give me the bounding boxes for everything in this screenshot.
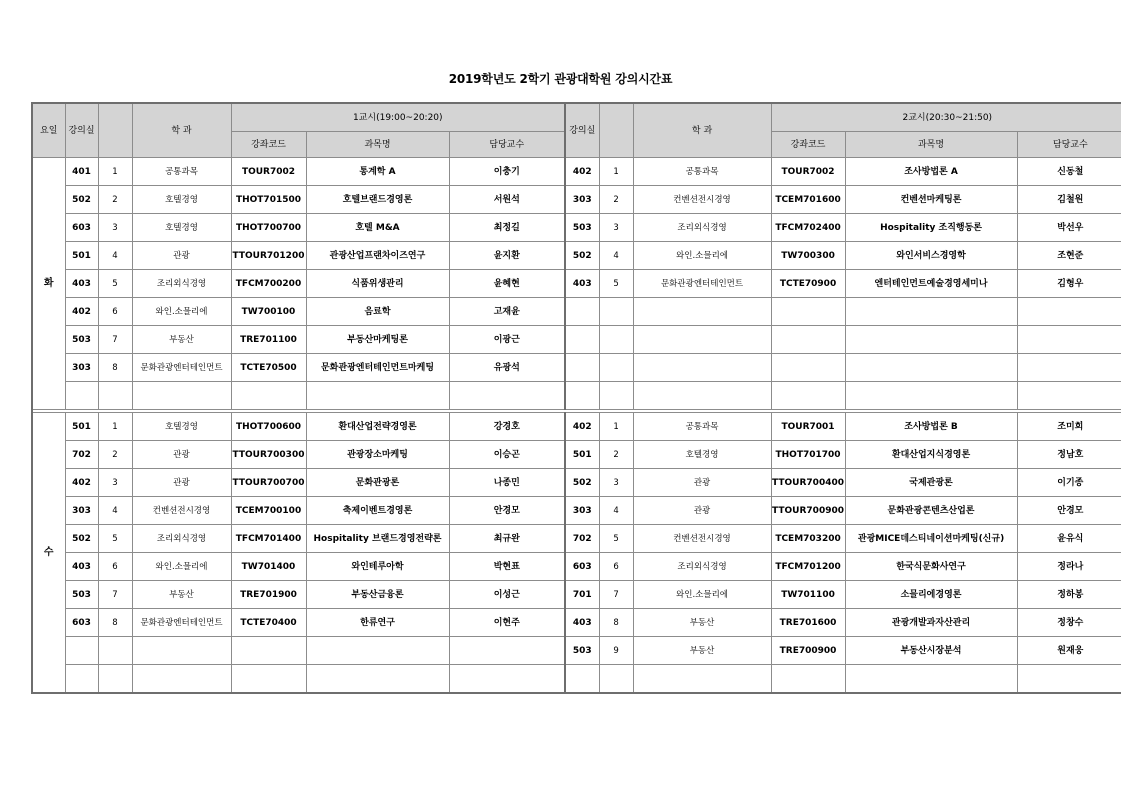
prof-cell-2: 신동철 — [1017, 158, 1121, 186]
header-number — [98, 103, 132, 158]
code-cell: THOT700700 — [231, 214, 306, 242]
course-cell: 음료학 — [306, 298, 449, 326]
prof-cell: 윤지환 — [449, 242, 565, 270]
room-cell-2: 303 — [565, 497, 599, 525]
course-cell-2 — [845, 298, 1017, 326]
course-cell: 문화관광엔터테인먼트마케팅 — [306, 354, 449, 382]
dept-cell-2: 부동산 — [633, 609, 771, 637]
code-cell-2: TW701100 — [771, 581, 845, 609]
header-dept-2: 학 과 — [633, 103, 771, 158]
dept-cell-2 — [633, 326, 771, 354]
room-cell-2: 303 — [565, 186, 599, 214]
number-cell-2: 5 — [599, 525, 633, 553]
table-row — [32, 242, 1121, 270]
prof-cell-2: 박선우 — [1017, 214, 1121, 242]
prof-cell: 이승곤 — [449, 441, 565, 469]
dept-cell-2: 컨벤션전시경영 — [633, 525, 771, 553]
number-cell: 4 — [98, 242, 132, 270]
course-cell-2: 환대산업지식경영론 — [845, 441, 1017, 469]
code-cell-2: TRE700900 — [771, 637, 845, 665]
code-cell: TW700100 — [231, 298, 306, 326]
code-cell-2 — [771, 298, 845, 326]
dept-cell-2: 호텔경영 — [633, 441, 771, 469]
table-row — [32, 553, 1121, 581]
course-cell — [306, 382, 449, 410]
table-row — [32, 525, 1121, 553]
table-row — [32, 186, 1121, 214]
room-cell-2: 503 — [565, 214, 599, 242]
dept-cell: 와인.소믈리에 — [132, 553, 231, 581]
code-cell-2: TCEM701600 — [771, 186, 845, 214]
course-cell: 호텔브랜드경영론 — [306, 186, 449, 214]
table-row — [32, 609, 1121, 637]
code-cell-2: TW700300 — [771, 242, 845, 270]
dept-cell: 조리외식경영 — [132, 525, 231, 553]
room-cell — [65, 665, 98, 694]
room-cell: 403 — [65, 270, 98, 298]
course-cell: 관광산업프랜차이즈연구 — [306, 242, 449, 270]
course-cell-2: 관광MICE데스티네이션마케팅(신규) — [845, 525, 1017, 553]
code-cell: TTOUR701200 — [231, 242, 306, 270]
code-cell: TFCM701400 — [231, 525, 306, 553]
prof-cell: 고재윤 — [449, 298, 565, 326]
day-cell: 화 — [32, 158, 65, 410]
prof-cell: 나종민 — [449, 469, 565, 497]
prof-cell: 윤혜현 — [449, 270, 565, 298]
dept-cell-2 — [633, 298, 771, 326]
header-period-1: 1교시(19:00~20:20) — [231, 103, 565, 132]
prof-cell-2: 정창수 — [1017, 609, 1121, 637]
room-cell: 502 — [65, 525, 98, 553]
dept-cell: 와인.소믈리에 — [132, 298, 231, 326]
code-cell-2: TRE701600 — [771, 609, 845, 637]
number-cell: 3 — [98, 469, 132, 497]
prof-cell: 이충기 — [449, 158, 565, 186]
dept-cell: 문화관광엔터테인먼트 — [132, 609, 231, 637]
course-cell-2: 와인서비스경영학 — [845, 242, 1017, 270]
number-cell-2: 6 — [599, 553, 633, 581]
dept-cell-2: 조리외식경영 — [633, 553, 771, 581]
dept-cell-2: 문화관광엔터테인먼트 — [633, 270, 771, 298]
course-cell — [306, 665, 449, 694]
code-cell: TCEM700100 — [231, 497, 306, 525]
header-room: 강의실 — [65, 103, 98, 158]
prof-cell-2: 원재웅 — [1017, 637, 1121, 665]
room-cell: 503 — [65, 326, 98, 354]
schedule-table — [31, 102, 1121, 694]
dept-cell-2 — [633, 354, 771, 382]
number-cell-2: 4 — [599, 242, 633, 270]
room-cell-2 — [565, 665, 599, 694]
room-cell: 501 — [65, 413, 98, 441]
code-cell — [231, 637, 306, 665]
number-cell: 8 — [98, 609, 132, 637]
number-cell — [98, 665, 132, 694]
number-cell-2: 5 — [599, 270, 633, 298]
number-cell-2: 1 — [599, 413, 633, 441]
dept-cell: 호텔경영 — [132, 214, 231, 242]
table-row — [32, 441, 1121, 469]
number-cell: 4 — [98, 497, 132, 525]
room-cell-2 — [565, 326, 599, 354]
number-cell-2 — [599, 665, 633, 694]
room-cell-2: 403 — [565, 609, 599, 637]
code-cell: THOT700600 — [231, 413, 306, 441]
room-cell — [65, 637, 98, 665]
number-cell: 2 — [98, 441, 132, 469]
number-cell-2: 2 — [599, 186, 633, 214]
code-cell-2: TTOUR700900 — [771, 497, 845, 525]
room-cell: 503 — [65, 581, 98, 609]
number-cell: 1 — [98, 158, 132, 186]
course-cell: 와인테루아학 — [306, 553, 449, 581]
room-cell-2: 501 — [565, 441, 599, 469]
dept-cell-2: 공통과목 — [633, 158, 771, 186]
code-cell-2: THOT701700 — [771, 441, 845, 469]
dept-cell-2: 컨벤션전시경영 — [633, 186, 771, 214]
dept-cell: 관광 — [132, 242, 231, 270]
dept-cell: 관광 — [132, 469, 231, 497]
code-cell — [231, 382, 306, 410]
schedule-body — [32, 158, 1121, 694]
room-cell: 603 — [65, 214, 98, 242]
dept-cell-2: 부동산 — [633, 637, 771, 665]
header-prof: 담당교수 — [449, 132, 565, 158]
course-cell: 통계학 A — [306, 158, 449, 186]
code-cell-2: TFCM701200 — [771, 553, 845, 581]
table-row — [32, 637, 1121, 665]
table-row — [32, 665, 1121, 694]
prof-cell: 최규완 — [449, 525, 565, 553]
room-cell: 401 — [65, 158, 98, 186]
prof-cell: 유광석 — [449, 354, 565, 382]
course-cell-2: Hospitality 조직행동론 — [845, 214, 1017, 242]
number-cell: 5 — [98, 270, 132, 298]
dept-cell: 조리외식경영 — [132, 270, 231, 298]
dept-cell: 부동산 — [132, 581, 231, 609]
dept-cell: 공통과목 — [132, 158, 231, 186]
course-cell: 한류연구 — [306, 609, 449, 637]
number-cell: 7 — [98, 581, 132, 609]
prof-cell — [449, 382, 565, 410]
room-cell: 502 — [65, 186, 98, 214]
room-cell: 402 — [65, 298, 98, 326]
prof-cell-2: 김형우 — [1017, 270, 1121, 298]
header-course-2: 과목명 — [845, 132, 1017, 158]
dept-cell-2: 와인.소믈리에 — [633, 242, 771, 270]
number-cell-2 — [599, 354, 633, 382]
course-cell: 호텔 M&A — [306, 214, 449, 242]
code-cell-2: TCEM703200 — [771, 525, 845, 553]
course-cell: 축제이벤트경영론 — [306, 497, 449, 525]
code-cell: TRE701100 — [231, 326, 306, 354]
number-cell: 6 — [98, 298, 132, 326]
number-cell-2 — [599, 298, 633, 326]
dept-cell-2: 공통과목 — [633, 413, 771, 441]
table-row — [32, 581, 1121, 609]
dept-cell-2: 와인.소믈리에 — [633, 581, 771, 609]
header-room-2: 강의실 — [565, 103, 599, 158]
course-cell-2: 문화관광콘텐츠산업론 — [845, 497, 1017, 525]
header-number-2 — [599, 103, 633, 158]
dept-cell-2: 조리외식경영 — [633, 214, 771, 242]
table-row — [32, 326, 1121, 354]
course-cell-2: 컨벤션마케팅론 — [845, 186, 1017, 214]
course-cell-2: 국제관광론 — [845, 469, 1017, 497]
room-cell-2: 403 — [565, 270, 599, 298]
course-cell-2: 관광개발과자산관리 — [845, 609, 1017, 637]
number-cell-2 — [599, 382, 633, 410]
number-cell: 3 — [98, 214, 132, 242]
number-cell: 8 — [98, 354, 132, 382]
room-cell-2: 603 — [565, 553, 599, 581]
room-cell-2 — [565, 298, 599, 326]
course-cell-2: 소믈리에경영론 — [845, 581, 1017, 609]
course-cell: 문화관광론 — [306, 469, 449, 497]
room-cell — [65, 382, 98, 410]
prof-cell-2: 조현준 — [1017, 242, 1121, 270]
course-cell: 식품위생관리 — [306, 270, 449, 298]
number-cell: 5 — [98, 525, 132, 553]
code-cell — [231, 665, 306, 694]
prof-cell: 안경모 — [449, 497, 565, 525]
header-code: 강좌코드 — [231, 132, 306, 158]
prof-cell-2: 정하봉 — [1017, 581, 1121, 609]
prof-cell — [449, 637, 565, 665]
prof-cell-2 — [1017, 665, 1121, 694]
code-cell-2: TCTE70900 — [771, 270, 845, 298]
room-cell-2: 503 — [565, 637, 599, 665]
room-cell: 303 — [65, 354, 98, 382]
course-cell: 환대산업전략경영론 — [306, 413, 449, 441]
number-cell-2 — [599, 326, 633, 354]
room-cell-2: 502 — [565, 242, 599, 270]
prof-cell-2: 이기종 — [1017, 469, 1121, 497]
number-cell: 7 — [98, 326, 132, 354]
code-cell-2 — [771, 326, 845, 354]
course-cell: Hospitality 브랜드경영전략론 — [306, 525, 449, 553]
room-cell: 303 — [65, 497, 98, 525]
room-cell: 403 — [65, 553, 98, 581]
day-cell: 수 — [32, 413, 65, 694]
dept-cell-2 — [633, 665, 771, 694]
number-cell: 2 — [98, 186, 132, 214]
header-prof-2: 담당교수 — [1017, 132, 1121, 158]
code-cell: TW701400 — [231, 553, 306, 581]
number-cell-2: 2 — [599, 441, 633, 469]
number-cell: 6 — [98, 553, 132, 581]
header-code-2: 강좌코드 — [771, 132, 845, 158]
course-cell-2: 한국식문화사연구 — [845, 553, 1017, 581]
number-cell-2: 7 — [599, 581, 633, 609]
code-cell-2: TOUR7001 — [771, 413, 845, 441]
number-cell-2: 1 — [599, 158, 633, 186]
table-row — [32, 158, 1121, 186]
prof-cell-2: 정남호 — [1017, 441, 1121, 469]
number-cell-2: 3 — [599, 214, 633, 242]
prof-cell: 서원석 — [449, 186, 565, 214]
number-cell — [98, 637, 132, 665]
number-cell-2: 8 — [599, 609, 633, 637]
prof-cell-2: 김철원 — [1017, 186, 1121, 214]
table-row — [32, 469, 1121, 497]
room-cell-2: 402 — [565, 413, 599, 441]
code-cell-2: TOUR7002 — [771, 158, 845, 186]
course-cell — [306, 637, 449, 665]
header-period-2: 2교시(20:30~21:50) — [771, 103, 1121, 132]
room-cell: 702 — [65, 441, 98, 469]
course-cell-2 — [845, 382, 1017, 410]
room-cell-2: 502 — [565, 469, 599, 497]
number-cell-2: 9 — [599, 637, 633, 665]
dept-cell — [132, 382, 231, 410]
table-row — [32, 270, 1121, 298]
course-cell-2 — [845, 326, 1017, 354]
dept-cell-2 — [633, 382, 771, 410]
header-course: 과목명 — [306, 132, 449, 158]
code-cell: TTOUR700300 — [231, 441, 306, 469]
dept-cell: 관광 — [132, 441, 231, 469]
prof-cell-2: 정라나 — [1017, 553, 1121, 581]
room-cell: 501 — [65, 242, 98, 270]
table-row — [32, 214, 1121, 242]
dept-cell-2: 관광 — [633, 469, 771, 497]
number-cell-2: 3 — [599, 469, 633, 497]
room-cell-2: 402 — [565, 158, 599, 186]
prof-cell-2: 조미희 — [1017, 413, 1121, 441]
table-row — [32, 497, 1121, 525]
prof-cell: 이성근 — [449, 581, 565, 609]
number-cell-2: 4 — [599, 497, 633, 525]
room-cell: 402 — [65, 469, 98, 497]
prof-cell-2 — [1017, 298, 1121, 326]
prof-cell-2 — [1017, 354, 1121, 382]
table-row — [32, 354, 1121, 382]
course-cell: 부동산마케팅론 — [306, 326, 449, 354]
prof-cell-2 — [1017, 326, 1121, 354]
prof-cell-2: 윤유식 — [1017, 525, 1121, 553]
room-cell-2 — [565, 354, 599, 382]
table-row — [32, 298, 1121, 326]
course-cell: 부동산금융론 — [306, 581, 449, 609]
dept-cell: 부동산 — [132, 326, 231, 354]
code-cell: TTOUR700700 — [231, 469, 306, 497]
code-cell: TCTE70400 — [231, 609, 306, 637]
prof-cell: 강경호 — [449, 413, 565, 441]
page-title: 2019학년도 2학기 관광대학원 강의시간표 — [448, 72, 673, 86]
code-cell-2 — [771, 382, 845, 410]
course-cell-2: 조사방법론 B — [845, 413, 1017, 441]
prof-cell-2 — [1017, 382, 1121, 410]
code-cell-2: TTOUR700400 — [771, 469, 845, 497]
course-cell-2: 엔터테인먼트예술경영세미나 — [845, 270, 1017, 298]
dept-cell — [132, 665, 231, 694]
prof-cell-2: 안경모 — [1017, 497, 1121, 525]
number-cell — [98, 382, 132, 410]
dept-cell: 컨벤션전시경영 — [132, 497, 231, 525]
code-cell: TCTE70500 — [231, 354, 306, 382]
code-cell: TFCM700200 — [231, 270, 306, 298]
dept-cell-2: 관광 — [633, 497, 771, 525]
table-row — [32, 413, 1121, 441]
prof-cell: 이광근 — [449, 326, 565, 354]
dept-cell: 호텔경영 — [132, 413, 231, 441]
course-cell: 관광장소마케팅 — [306, 441, 449, 469]
code-cell-2 — [771, 665, 845, 694]
course-cell-2 — [845, 665, 1017, 694]
course-cell-2: 부동산시장분석 — [845, 637, 1017, 665]
room-cell-2 — [565, 382, 599, 410]
course-cell-2: 조사방법론 A — [845, 158, 1017, 186]
number-cell: 1 — [98, 413, 132, 441]
code-cell-2 — [771, 354, 845, 382]
code-cell: THOT701500 — [231, 186, 306, 214]
dept-cell: 문화관광엔터테인먼트 — [132, 354, 231, 382]
room-cell-2: 702 — [565, 525, 599, 553]
prof-cell: 박현표 — [449, 553, 565, 581]
dept-cell: 호텔경영 — [132, 186, 231, 214]
prof-cell — [449, 665, 565, 694]
code-cell-2: TFCM702400 — [771, 214, 845, 242]
room-cell-2: 701 — [565, 581, 599, 609]
code-cell: TRE701900 — [231, 581, 306, 609]
prof-cell: 최정길 — [449, 214, 565, 242]
code-cell: TOUR7002 — [231, 158, 306, 186]
prof-cell: 이현주 — [449, 609, 565, 637]
room-cell: 603 — [65, 609, 98, 637]
table-row — [32, 382, 1121, 410]
header-day: 요일 — [32, 103, 65, 158]
course-cell-2 — [845, 354, 1017, 382]
header-dept: 학 과 — [132, 103, 231, 158]
dept-cell — [132, 637, 231, 665]
